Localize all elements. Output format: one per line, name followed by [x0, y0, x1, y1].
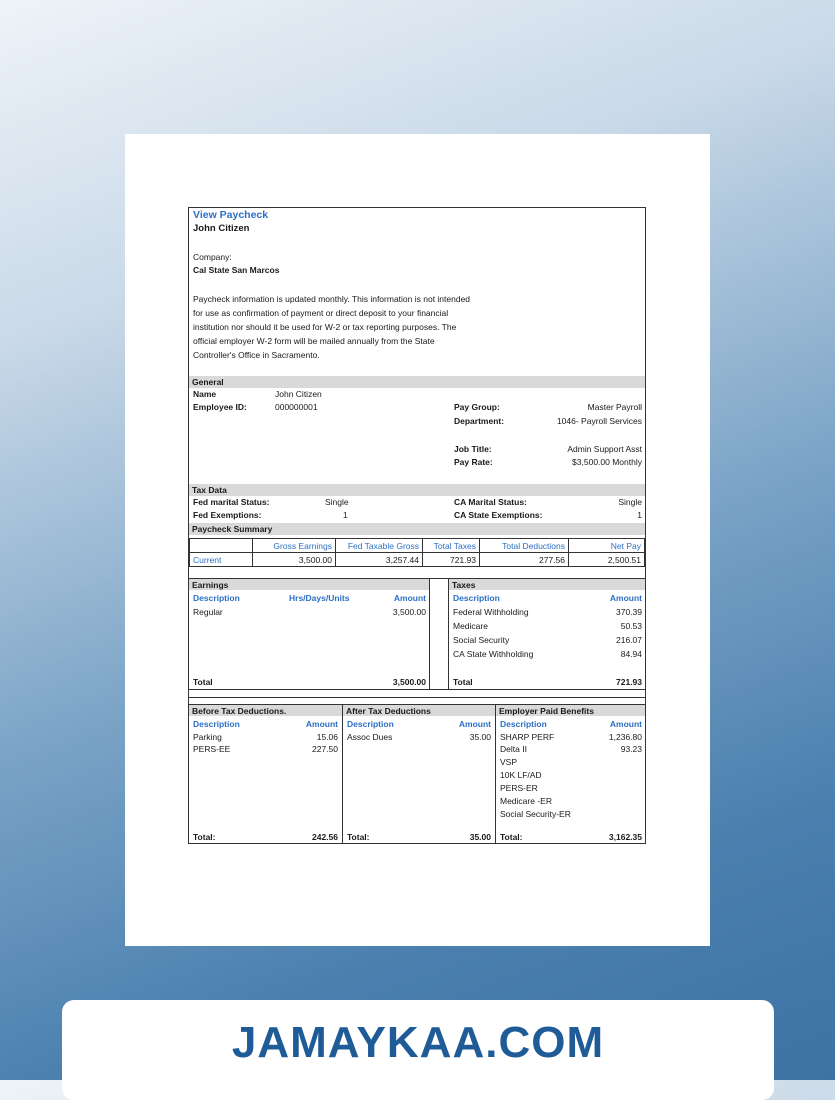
paycheck-document: [188, 207, 646, 844]
earnings-heading-bar: [189, 579, 429, 590]
employee-id-label: Employee ID:: [193, 402, 247, 412]
summary-col-blank: [190, 539, 253, 553]
general-heading-bar: [189, 376, 645, 388]
employee-name: John Citizen: [193, 223, 250, 234]
summary-col-net-pay: Net Pay: [569, 539, 645, 553]
before-tax-item-description: Parking: [193, 732, 222, 742]
benefit-item-amount: 93.23: [620, 744, 642, 754]
ca-marital-value: Single: [618, 497, 642, 507]
earnings-item-amount: 3,500.00: [392, 607, 426, 617]
after-tax-heading-bar: [343, 705, 495, 716]
notice-line: official employer W-2 form will be mailed annually from the State: [193, 336, 435, 346]
fed-exemptions-value: 1: [343, 510, 348, 520]
ca-marital-label: CA Marital Status:: [454, 497, 527, 507]
pay-rate-label: Pay Rate:: [454, 457, 493, 467]
tax-item-description: Federal Withholding: [453, 607, 529, 617]
notice-line: for use as confirmation of payment or direct deposit to your financial: [193, 308, 449, 318]
fed-exemptions-label: Fed Exemptions:: [193, 510, 262, 520]
after-tax-total-label: Total:: [347, 832, 370, 842]
summary-current-row: [190, 553, 645, 567]
earnings-col-amount: Amount: [393, 593, 426, 603]
fed-marital-value: Single: [325, 497, 349, 507]
job-title-value: Admin Support Asst: [567, 444, 642, 454]
summary-fed-taxable-value: 3,257.44: [336, 553, 423, 567]
taxes-total-label: Total: [453, 677, 473, 687]
benefits-col-description: Description: [500, 719, 547, 729]
before-tax-col-amount: Amount: [305, 719, 338, 729]
employee-id-value: 000000001: [275, 402, 318, 412]
company-name: Cal State San Marcos: [193, 265, 280, 275]
summary-total-taxes-value: 721.93: [423, 553, 480, 567]
footer-banner: [62, 1000, 774, 1100]
employer-benefits-heading-bar: [496, 705, 645, 716]
ca-exemptions-value: 1: [637, 510, 642, 520]
tax-item-amount: 50.53: [620, 621, 642, 631]
tax-item-amount: 84.94: [620, 649, 642, 659]
benefits-total-label: Total:: [500, 832, 523, 842]
benefit-item-description: VSP: [500, 757, 518, 767]
after-tax-heading: After Tax Deductions: [346, 706, 431, 716]
benefit-item-description: Medicare -ER: [500, 796, 552, 806]
summary-table: [189, 538, 645, 567]
taxes-col-description: Description: [453, 593, 500, 603]
after-tax-total-value: 35.00: [469, 832, 491, 842]
taxes-heading: Taxes: [452, 580, 476, 590]
divider: [495, 704, 496, 844]
company-label: Company:: [193, 252, 232, 262]
benefit-item-description: 10K LF/AD: [500, 770, 542, 780]
divider: [189, 689, 645, 690]
tax-item-description: CA State Withholding: [453, 649, 534, 659]
after-tax-item-amount: 35.00: [469, 732, 491, 742]
tax-item-description: Social Security: [453, 635, 510, 645]
page-title: View Paycheck: [193, 209, 269, 221]
summary-col-gross: Gross Earnings: [253, 539, 336, 553]
tax-data-heading: Tax Data: [192, 485, 227, 495]
after-tax-col-amount: Amount: [458, 719, 491, 729]
summary-header-row: [190, 539, 645, 553]
after-tax-item-description: Assoc Dues: [347, 732, 393, 742]
benefit-item-description: PERS-ER: [500, 783, 538, 793]
before-tax-heading-bar: [189, 705, 342, 716]
before-tax-item-description: PERS-EE: [193, 744, 231, 754]
name-value: John Citizen: [275, 389, 322, 399]
before-tax-item-amount: 227.50: [312, 744, 338, 754]
tax-item-description: Medicare: [453, 621, 488, 631]
summary-gross-value: 3,500.00: [253, 553, 336, 567]
tax-item-amount: 370.39: [616, 607, 642, 617]
divider: [448, 578, 449, 689]
general-heading: General: [192, 377, 224, 387]
notice-line: institution nor should it be used for W-2 or tax reporting purposes. The: [193, 322, 457, 332]
pay-group-label: Pay Group:: [454, 402, 500, 412]
earnings-col-units: Hrs/Days/Units: [289, 593, 350, 603]
before-tax-item-amount: 15.06: [316, 732, 338, 742]
benefits-col-amount: Amount: [609, 719, 642, 729]
tax-item-amount: 216.07: [616, 635, 642, 645]
before-tax-total-label: Total:: [193, 832, 216, 842]
ca-exemptions-label: CA State Exemptions:: [454, 510, 543, 520]
after-tax-col-description: Description: [347, 719, 394, 729]
taxes-col-amount: Amount: [609, 593, 642, 603]
benefits-total-value: 3,162.35: [608, 832, 642, 842]
notice-line: Controller's Office in Sacramento.: [193, 350, 320, 360]
divider: [342, 704, 343, 844]
pay-group-value: Master Payroll: [587, 402, 642, 412]
summary-col-total-taxes: Total Taxes: [423, 539, 480, 553]
pay-rate-value: $3,500.00 Monthly: [572, 457, 642, 467]
benefit-item-description: Delta II: [500, 744, 527, 754]
job-title-label: Job Title:: [454, 444, 492, 454]
summary-current-label: Current: [190, 553, 253, 567]
summary-col-fed-taxable: Fed Taxable Gross: [336, 539, 423, 553]
benefit-item-description: SHARP PERF: [500, 732, 555, 742]
name-label: Name: [193, 389, 217, 399]
summary-col-total-deductions: Total Deductions: [480, 539, 569, 553]
summary-heading-bar: [189, 523, 645, 535]
earnings-col-description: Description: [193, 593, 240, 603]
employer-benefits-heading: Employer Paid Benefits: [499, 706, 594, 716]
divider: [429, 578, 430, 689]
summary-net-pay-value: 2,500.51: [569, 553, 645, 567]
earnings-total-value: 3,500.00: [392, 677, 426, 687]
taxes-total-value: 721.93: [616, 677, 642, 687]
department-value: 1046- Payroll Services: [556, 416, 642, 426]
taxes-heading-bar: [449, 579, 645, 590]
notice-paragraph: [193, 292, 470, 362]
fed-marital-label: Fed marital Status:: [193, 497, 270, 507]
before-tax-total-value: 242.56: [312, 832, 338, 842]
benefit-item-amount: 1,236.80: [608, 732, 642, 742]
earnings-heading: Earnings: [192, 580, 229, 590]
divider: [189, 697, 645, 698]
earnings-total-label: Total: [193, 677, 213, 687]
tax-data-heading-bar: [189, 484, 645, 496]
summary-total-deductions-value: 277.56: [480, 553, 569, 567]
before-tax-heading: Before Tax Deductions.: [192, 706, 287, 716]
before-tax-col-description: Description: [193, 719, 240, 729]
site-watermark: JAMAYKAA.COM: [231, 1018, 605, 1067]
benefit-item-description: Social Security-ER: [500, 809, 571, 819]
earnings-item-description: Regular: [193, 607, 223, 617]
summary-heading: Paycheck Summary: [192, 524, 273, 534]
department-label: Department:: [454, 416, 505, 426]
notice-line: Paycheck information is updated monthly. This information is not intended: [193, 294, 471, 304]
